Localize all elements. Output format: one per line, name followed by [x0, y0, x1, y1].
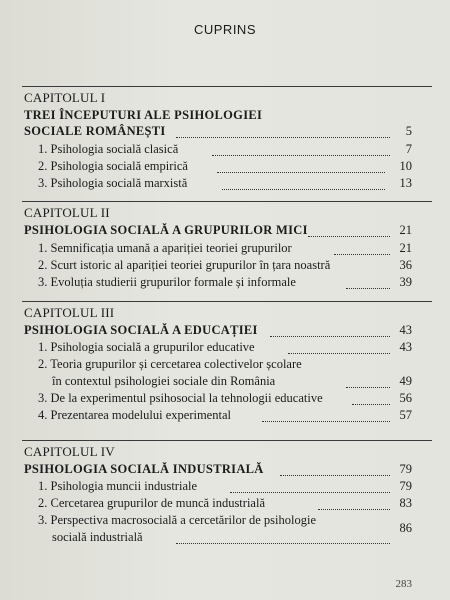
dot-leader [230, 492, 390, 493]
toc-entry: 2. Psihologia socială empirică [38, 159, 188, 173]
toc-entry: 1. Psihologia muncii industriale [38, 479, 198, 493]
toc-entry: 3. Psihologia socială marxistă [38, 176, 188, 190]
page-number: 86 [399, 521, 412, 535]
toc-entry: 4. Prezentarea modelului experimental [38, 408, 231, 422]
page-number: 21 [399, 241, 412, 255]
chapter-title: PSIHOLOGIA SOCIALĂ A GRUPURILOR MICI [24, 223, 308, 237]
chapter-label: CAPITOLUL III [24, 305, 115, 320]
page-number: 56 [399, 391, 412, 405]
chapter-divider [22, 301, 432, 302]
chapter-title-cont: SOCIALE ROMÂNEȘTI [24, 124, 166, 138]
chapter-title: PSIHOLOGIA SOCIALĂ INDUSTRIALĂ [24, 462, 264, 476]
page-number: 5 [405, 124, 412, 138]
page-number: 7 [405, 142, 412, 156]
chapter-divider [22, 201, 432, 202]
dot-leader [217, 172, 385, 173]
toc-entry: 2. Teoria grupurilor și cercetarea colectivelor școlare [38, 357, 302, 371]
chapter-label: CAPITOLUL IV [24, 444, 115, 459]
page-number: 79 [399, 479, 412, 493]
dot-leader [270, 336, 390, 337]
toc-entry-cont: în contextul psihologiei sociale din România [52, 374, 276, 388]
chapter-title: PSIHOLOGIA SOCIALĂ A EDUCAȚIEI [24, 323, 258, 337]
page-number: 57 [399, 408, 412, 422]
chapter-title: TREI ÎNCEPUTURI ALE PSIHOLOGIEI [24, 108, 263, 122]
dot-leader [176, 543, 390, 544]
page-number: 79 [399, 462, 412, 476]
folio-number: 283 [395, 578, 412, 590]
dot-leader [176, 137, 390, 138]
toc-entry: 2. Scurt istoric al apariției teoriei grupurilor în țara noastră [38, 258, 331, 272]
toc-entry: 1. Semnificația umană a apariției teoriei grupurilor [38, 241, 292, 255]
page-number: 21 [399, 223, 412, 237]
dot-leader [346, 387, 390, 388]
dot-leader [352, 404, 390, 405]
page-number: 49 [399, 374, 412, 388]
dot-leader [212, 155, 390, 156]
toc-entry: 1. Psihologia socială clasică [38, 142, 179, 156]
page-number: 36 [399, 258, 412, 272]
chapter-divider [22, 86, 432, 87]
page-number: 39 [399, 275, 412, 289]
chapter-divider [22, 440, 432, 441]
dot-leader [318, 509, 390, 510]
toc-entry: 3. De la experimentul psihosocial la tehnologii educative [38, 391, 323, 405]
toc-entry: 3. Evoluția studierii grupurilor formale și informale [38, 275, 296, 289]
chapter-label: CAPITOLUL II [24, 205, 110, 220]
dot-leader [334, 254, 390, 255]
dot-leader [308, 236, 390, 237]
page-number: 10 [399, 159, 412, 173]
toc-entry: 2. Cercetarea grupurilor de muncă industrială [38, 496, 265, 510]
page-title: CUPRINS [193, 22, 256, 37]
dot-leader [288, 353, 390, 354]
page-number: 13 [399, 176, 412, 190]
page-number: 83 [399, 496, 412, 510]
chapter-label: CAPITOLUL I [24, 90, 106, 105]
toc-entry: 3. Perspectiva macrosocială a cercetărilor de psihologie [38, 513, 317, 527]
toc-entry: 1. Psihologia socială a grupurilor educative [38, 340, 255, 354]
toc-entry-cont: socială industrială [52, 530, 143, 544]
page-number: 43 [399, 340, 412, 354]
dot-leader [262, 421, 390, 422]
dot-leader [346, 288, 390, 289]
page-number: 43 [399, 323, 412, 337]
dot-leader [222, 189, 385, 190]
dot-leader [280, 475, 390, 476]
